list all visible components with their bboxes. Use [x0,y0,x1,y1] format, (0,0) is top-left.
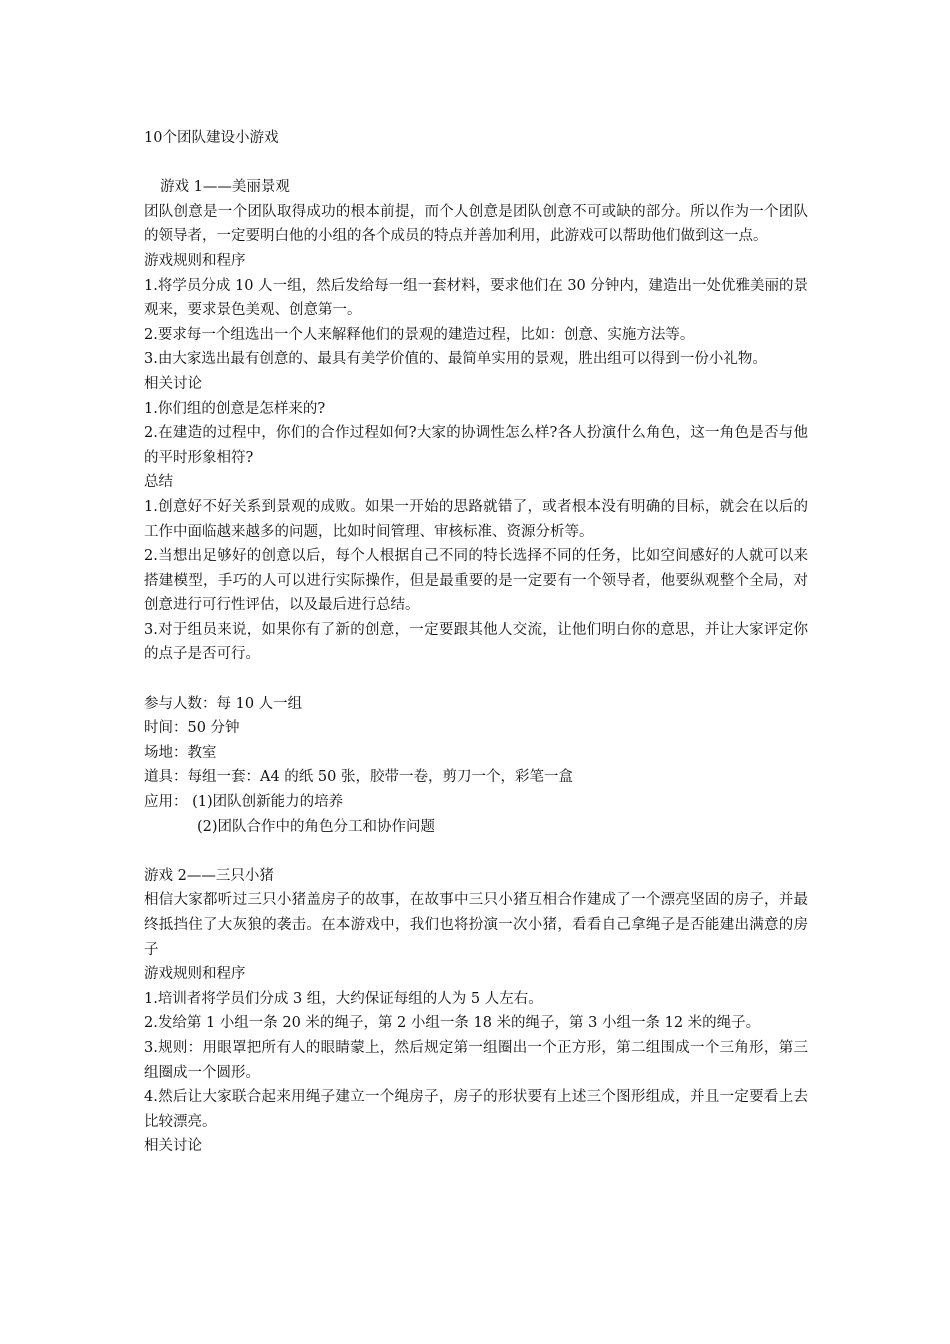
game1-summary-3: 3.对于组员来说，如果你有了新的创意，一定要跟其他人交流，让他们明白你的意思，并让大家评定你的点子是否可行。 [144,621,808,663]
game1-application-1: 应用： (1)团队创新能力的培养 [144,794,344,811]
game2-rule-4: 4.然后让大家联合起来用绳子建立一个绳房子，房子的形状要有上述三个图形组成，并且一定要看上去比较漂亮。 [144,1089,808,1130]
spacer [144,667,808,692]
spacer [144,839,808,864]
document-page [144,126,808,1159]
game1-rule-3: 3.由大家选出最有创意的、最具有美学价值的、最简单实用的景观，胜出组可以得到一份小礼物。 [144,351,767,368]
game1-time: 时间：50 分钟 [144,720,240,737]
game1-application-2: (2)团队合作中的角色分工和协作问题 [197,818,436,835]
game2-rule-1: 1.培训者将学员们分成 3 组，大约保证每组的人为 5 人左右。 [144,990,543,1007]
game1-summary-1: 1.创意好不好关系到景观的成败。如果一开始的思路就错了，或者根本没有明确的目标，就会在以后的工作中面临越来越多的问题，比如时间管理、审核标准、资源分析等。 [144,498,808,540]
game1-intro: 团队创意是一个团队取得成功的根本前提，而个人创意是团队创意不可或缺的部分。所以作为一个团队的领导者，一定要明白他的小组的各个成员的特点并善加利用，此游戏可以帮助他们做到这一点。 [144,203,808,245]
game1-participants: 参与人数：每 10 人一组 [144,695,303,712]
game1-rules-heading: 游戏规则和程序 [144,252,246,269]
game1-discussion-2: 2.在建造的过程中，你们的合作过程如何?大家的协调性怎么样?各人扮演什么角色，这一角色是否与他的平时形象相符? [144,425,808,466]
game2-discussion-heading: 相关讨论 [144,1138,202,1155]
game1-props: 道具：每组一套：A4 的纸 50 张，胶带一卷，剪刀一个，彩笔一盒 [144,769,573,786]
game2-rules-heading: 游戏规则和程序 [144,966,246,983]
game1-heading: 游戏 1——美丽景观 [160,179,290,196]
document-title: 10个团队建设小游戏 [144,130,279,146]
game1-summary-heading: 总结 [144,474,173,491]
game1-discussion-heading: 相关讨论 [144,375,202,392]
game1-rule-2: 2.要求每一个组选出一个人来解释他们的景观的建造过程，比如：创意、实施方法等。 [144,326,695,343]
game1-venue: 场地：教室 [144,744,217,761]
game2-rule-3: 3.规则：用眼罩把所有人的眼睛蒙上，然后规定第一组圈出一个正方形，第二组围成一个三角形，第三组圈成一个圆形。 [144,1039,808,1081]
game2-heading: 游戏 2——三只小猪 [144,867,274,884]
game2-intro: 相信大家都听过三只小猪盖房子的故事，在故事中三只小猪互相合作建成了一个漂亮坚固的房子，并最终抵挡住了大灰狼的袭击。在本游戏中，我们也将扮演一次小猪，看看自己拿绳子是否能建出满意的房子 [144,892,808,958]
game1-rule-1: 1.将学员分成 10 人一组，然后发给每一组一套材料，要求他们在 30 分钟内，建造出一处优雅美丽的景观来，要求景色美观、创意第一。 [144,277,808,319]
game1-summary-2: 2.当想出足够好的创意以后，每个人根据自己不同的特长选择不同的任务，比如空间感好的人就可以来搭建模型，手巧的人可以进行实际操作，但是最重要的是一定要有一个领导者，他要纵观整个全局，对创意进行可行性评估，以及最后进行总结。 [144,548,808,614]
game2-rule-2: 2.发给第 1 小组一条 20 米的绳子，第 2 小组一条 18 米的绳子，第 3 小组一条 12 米的绳子。 [144,1015,761,1032]
game1-discussion-1: 1.你们组的创意是怎样来的? [144,400,326,417]
